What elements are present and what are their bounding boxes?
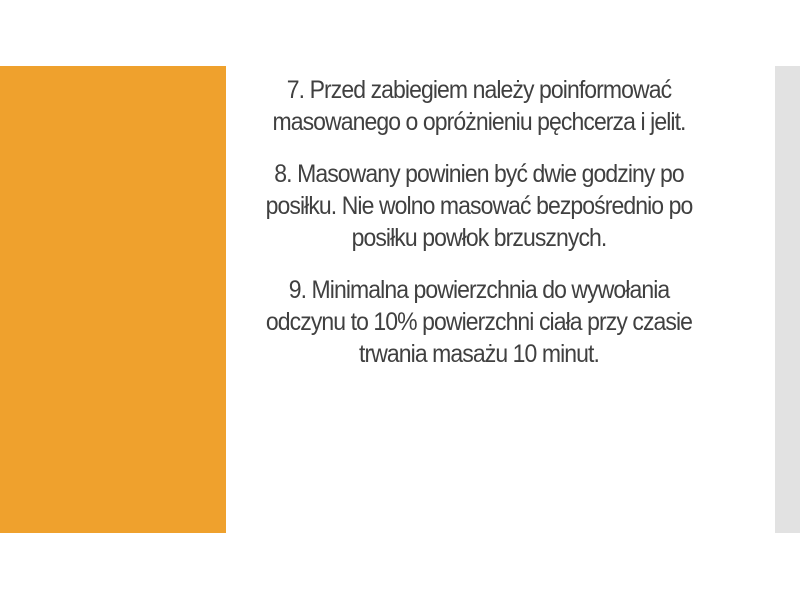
point-7-text: 7. Przed zabiegiem należy poinformować masowanego o opróżnieniu pęchcerza i jelit. — [272, 76, 686, 136]
point-8-text: 8. Masowany powinien być dwie godziny po posiłku. Nie wolno masować bezpośrednio po posiłku powłok brzusznych. — [265, 160, 693, 252]
slide-content — [240, 74, 718, 370]
point-9-text: 9. Minimalna powierzchnia do wywołania odczynu to 10% powierzchni ciała przy czasie trwania masażu 10 minut. — [265, 276, 693, 368]
orange-accent-block — [0, 66, 226, 533]
gray-side-strip — [775, 66, 800, 533]
